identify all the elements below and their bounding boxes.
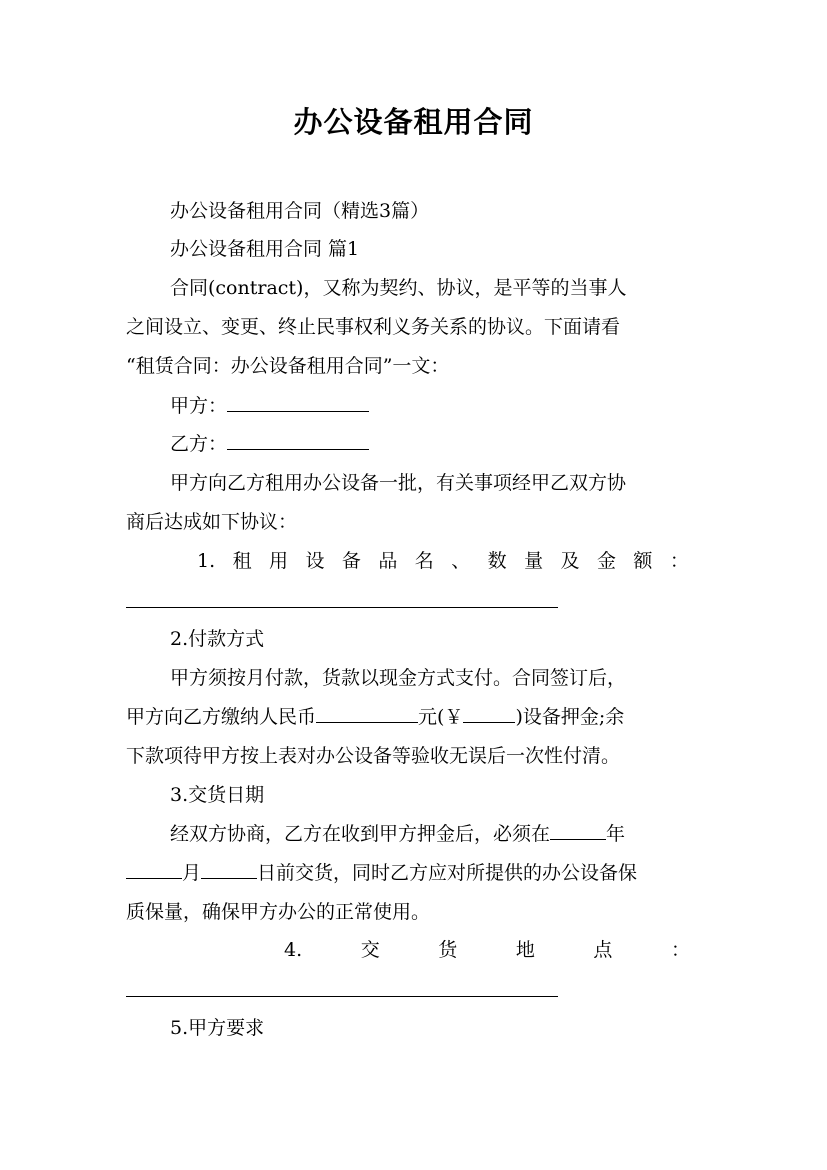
item-4-char: 地 [515,939,535,961]
party-b-line [170,425,716,464]
intro-line-1: 合同(contract)，又称为契约、协议，是平等的当事人 [170,277,627,299]
delivery-year-blank [550,838,606,840]
item-2-line-2 [126,698,716,737]
party-a-line [170,387,716,426]
item-3-text-c: 月 [182,862,202,884]
item-3-line-3: 质保量，确保甲方办公的正常使用。 [126,901,431,923]
item-1-char: 1. [197,550,216,572]
item-1-char: 金 [596,550,616,572]
item-2-heading: 2.付款方式 [170,628,265,650]
item-2-line-1: 甲方须按月付款，货款以现金方式支付。合同签订后， [170,667,627,689]
item-1-char: 备 [341,550,361,572]
item-3-heading: 3.交货日期 [170,784,265,806]
item-1-char: 设 [305,550,325,572]
party-a-blank [227,410,369,412]
item-1-char: 额 [633,550,653,572]
item-3-text-b: 年 [606,823,626,845]
item-2-text-a: 甲方向乙方缴纳人民币 [126,706,317,728]
item-1-char: 、 [451,550,471,572]
deposit-number-blank [463,721,515,723]
item-2-line-3: 下款项待甲方按上表对办公设备等验收无误后一次性付清。 [126,745,621,767]
agreement-line-1: 甲方向乙方租用办公设备一批，有关事项经甲乙双方协 [170,472,627,494]
item-1-blank-rule [126,607,558,608]
party-a-label: 甲方： [170,395,228,417]
item-1-char: ： [669,550,689,572]
subtitle-part-1: 办公设备租用合同 篇1 [170,238,360,260]
item-3-line-2 [126,854,716,893]
item-4-char: 点 [593,939,613,961]
document-title: 办公设备租用合同 [293,105,534,139]
item-5-heading: 5.甲方要求 [170,1017,265,1039]
subtitle-collection: 办公设备租用合同（精选3篇） [170,200,430,222]
item-2-text-b: 元(￥ [418,706,464,728]
agreement-line-2: 商后达成如下协议： [126,511,298,533]
item-1-char: 品 [378,550,398,572]
item-3-line-1 [170,815,716,854]
item-1-char: 名 [414,550,434,572]
item-4-char: 交 [360,939,380,961]
item-3-text-d: 日前交货，同时乙方应对所提供的办公设备保 [257,862,638,884]
item-4-char: ： [670,939,690,961]
intro-line-2: 之间设立、变更、终止民事权利义务关系的协议。下面请看 [126,316,621,338]
delivery-month-blank [126,877,182,879]
item-1-heading [197,542,689,581]
item-1-char: 及 [560,550,580,572]
item-4-char: 4. [284,939,303,961]
item-4-blank-rule [126,996,558,997]
item-4-char: 货 [438,939,458,961]
party-b-blank [227,448,369,450]
item-1-char: 量 [524,550,544,572]
item-2-text-c: )设备押金;余 [515,706,625,728]
delivery-day-blank [201,877,257,879]
deposit-amount-blank [316,721,418,723]
item-1-char: 数 [487,550,507,572]
item-3-text-a: 经双方协商，乙方在收到甲方押金后，必须在 [170,823,551,845]
item-1-char: 租 [232,550,252,572]
item-4-heading [284,931,690,970]
party-b-label: 乙方： [170,433,228,455]
intro-line-3: “租赁合同：办公设备租用合同”一文： [126,355,450,377]
item-1-char: 用 [269,550,289,572]
